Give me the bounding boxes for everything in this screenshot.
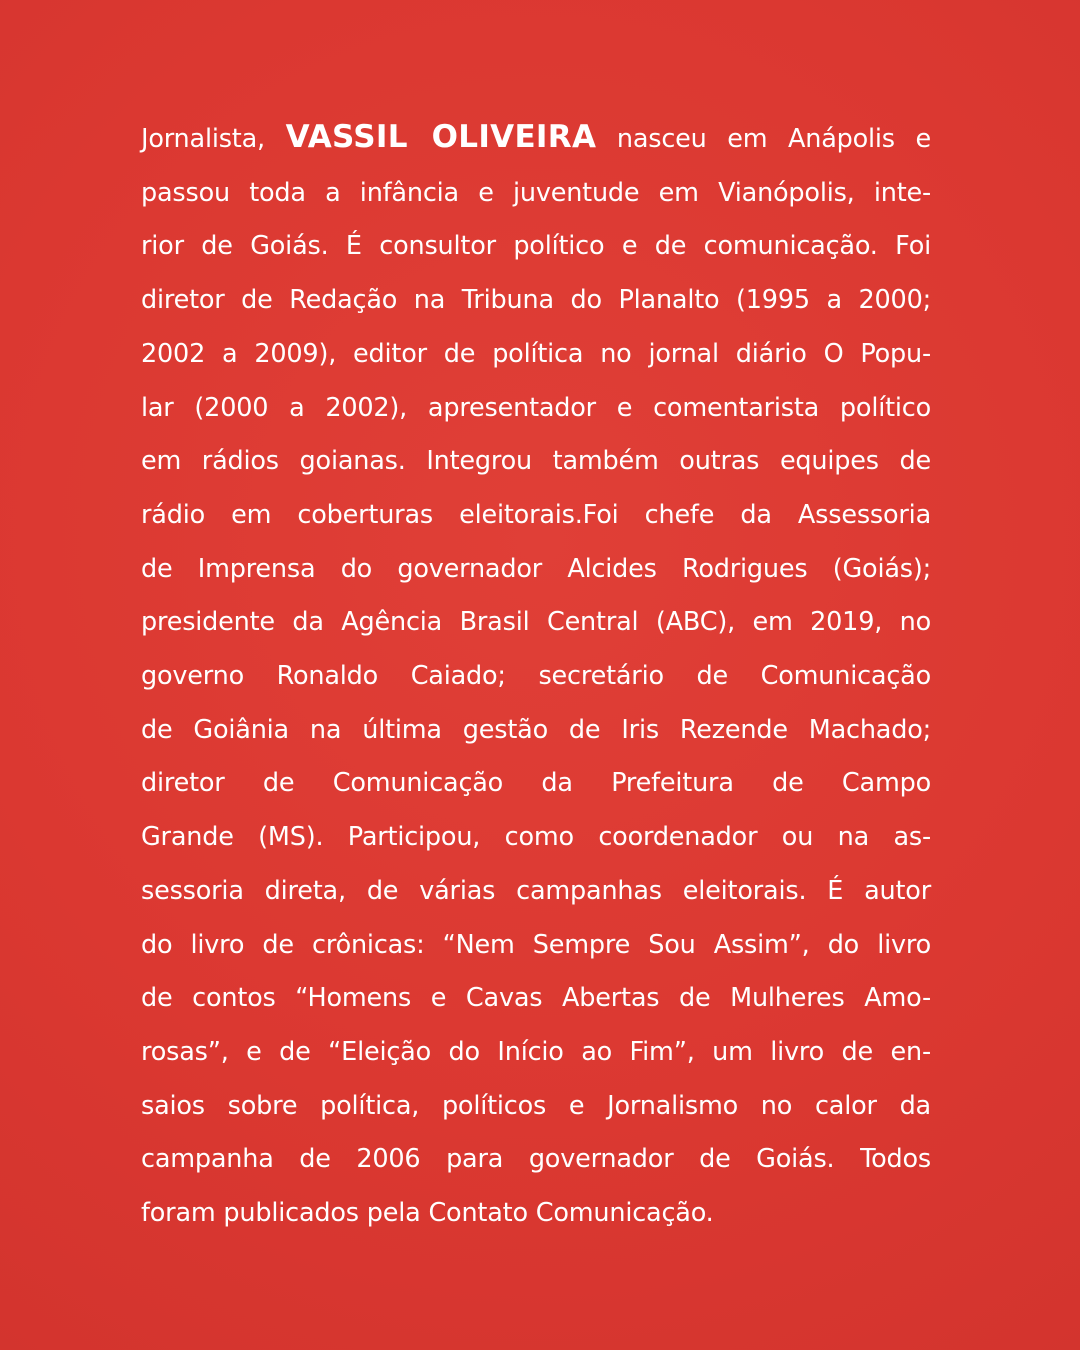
bio-line: passou toda a infância e juventude em Vianópolis, inte- [141,177,931,208]
bio-line: presidente da Agência Brasil Central (ABC), em 2019, no [141,607,931,638]
bio-line: 2002 a 2009), editor de política no jornal diário O Popu- [141,338,931,369]
bio-line: de Imprensa do governador Alcides Rodrigues (Goiás); [141,553,931,584]
bio-line: rádio em coberturas eleitorais.Foi chefe da Assessoria [141,499,931,530]
bio-line: de Goiânia na última gestão de Iris Rezende Machado; [141,714,931,745]
bio-line: campanha de 2006 para governador de Goiás. Todos [141,1144,931,1175]
bio-line: diretor de Redação na Tribuna do Planalto (1995 a 2000; [141,285,931,316]
bio-line-1 [141,111,931,167]
bio-line: governo Ronaldo Caiado; secretário de Comunicação [141,661,931,692]
bio-line: do livro de crônicas: “Nem Sempre Sou Assim”, do livro [141,929,931,960]
bio-intro-rest: nasceu em Anápolis e [596,124,931,154]
bio-line: saios sobre política, políticos e Jornalismo no calor da [141,1090,931,1121]
bio-line: de contos “Homens e Cavas Abertas de Mulheres Amo- [141,983,931,1014]
bio-line: em rádios goianas. Integrou também outras equipes de [141,446,931,477]
bio-line-last: foram publicados pela Contato Comunicação. [141,1198,714,1229]
author-name: VASSIL OLIVEIRA [285,119,597,155]
bio-paragraph [141,111,931,1241]
bio-line: sessoria direta, de várias campanhas eleitorais. É autor [141,875,931,906]
bio-line: Grande (MS). Participou, como coordenador ou na as- [141,822,931,853]
bio-line: lar (2000 a 2002), apresentador e comentarista político [141,392,931,423]
bio-line: rosas”, e de “Eleição do Início ao Fim”, um livro de en- [141,1036,931,1067]
bio-line: diretor de Comunicação da Prefeitura de Campo [141,768,931,799]
bio-intro: Jornalista, [141,124,286,154]
bio-line: rior de Goiás. É consultor político e de comunicação. Foi [141,231,931,262]
